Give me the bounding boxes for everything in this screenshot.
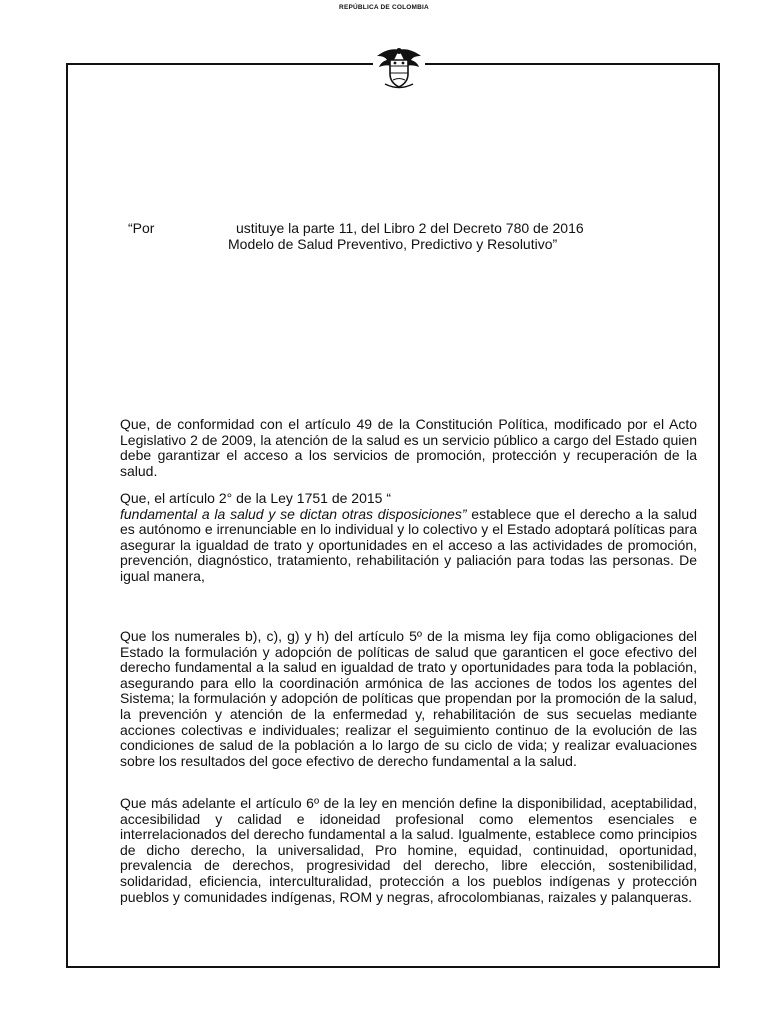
paragraph-ley-1751 bbox=[120, 491, 697, 585]
country-header: REPÚBLICA DE COLOMBIA bbox=[339, 4, 429, 11]
paragraph-article-49: Que, de conformidad con el artículo 49 de la Constitución Política, modificado por el Acto Legislativo 2 de 2009, la atención de la salud es un servicio público a cargo del Estado quien debe garantizar el acceso a los servicios de promoción, protección y recuperación de la salud. bbox=[120, 416, 697, 479]
title-fragment-start: “Por bbox=[128, 220, 155, 236]
paragraph-ley-1751-start: Que, el artículo 2° de la Ley 1751 de 2015 “ bbox=[120, 490, 392, 506]
title-fragment-end: ustituye la parte 11, del Libro 2 del Decreto 780 de 2016 bbox=[236, 220, 584, 236]
coat-of-arms-seal bbox=[373, 44, 425, 92]
law-title-italic: fundamental a la salud y se dictan otras disposiciones” bbox=[120, 505, 467, 522]
paragraph-article-5: Que los numerales b), c), g) y h) del artículo 5º de la misma ley fija como obligaciones del Estado la formulación y adopción de políticas de salud que garanticen el goce efectivo del derecho fundamental a la salud en igualdad de trato y oportunidades para toda la población, asegurando para ello la coordinación armónica de las acciones de todos los agentes del Sistema; la formulación y adopción de políticas que propendan por la promoción de la salud, la prevención y atención de la enfermedad y, rehabilitación de sus secuelas mediante acciones colectivas e individuales; realizar el seguimiento continuo de la evolución de las condiciones de salud de la población a lo largo de su ciclo de vida; y realizar evaluaciones sobre los resultados del goce efectivo de derecho fundamental a la salud. bbox=[120, 628, 697, 769]
title-line-2-text: Modelo de Salud Preventivo, Predictivo y Resolutivo” bbox=[228, 236, 558, 252]
paragraph-article-6: Que más adelante el artículo 6º de la ley en mención define la disponibilidad, aceptabilidad, accesibilidad y calidad e idoneidad profesional como elementos esenciales e interrelacionados del derecho fundamental a la salud. Igualmente, establece como principios de dicho derecho, la universalidad, Pro homine, equidad, continuidad, oportunidad, prevalencia de derechos, progresividad del derecho, libre elección, sostenibilidad, solidaridad, eficiencia, interculturalidad, protección a los pueblos indígenas y protección pueblos y comunidades indígenas, ROM y negras, afrocolombianas, raizales y palanqueras. bbox=[120, 795, 697, 905]
paragraph-ley-1751-end: establece que el derecho a la salud es autónomo e irrenunciable en lo individual y lo colectivo y el Estado adoptará políticas para asegurar la igualdad de trato y oportunidades en el acceso a las actividades de promoción, prevención, diagnóstico, tratamiento, rehabilitación y paliación para todas las personas. De igual manera, bbox=[120, 505, 697, 584]
coat-of-arms-icon bbox=[373, 44, 425, 92]
